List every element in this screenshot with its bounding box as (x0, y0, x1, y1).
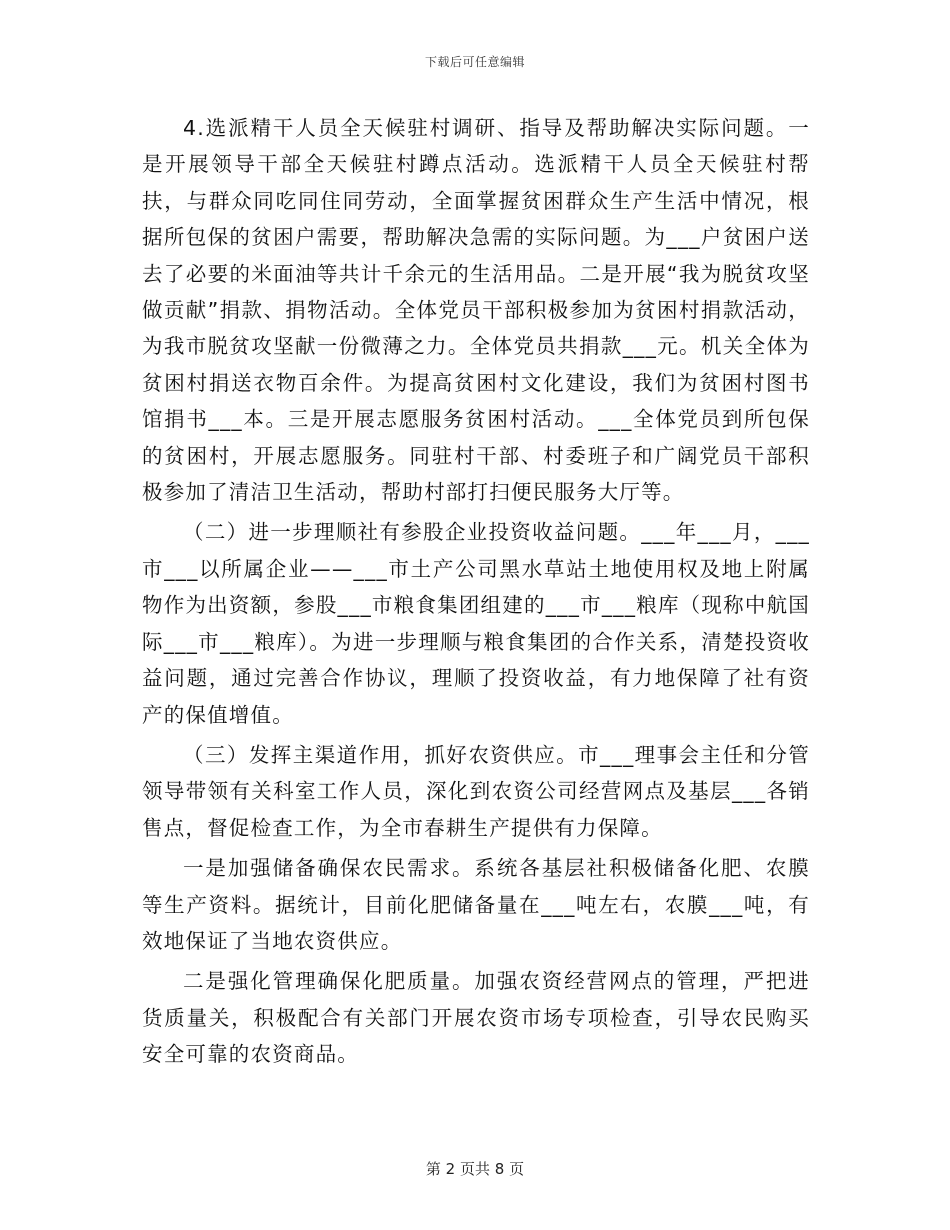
paragraph-2: （二）进一步理顺社有参股企业投资收益问题。___年___月，___市___以所属企业——___市土产公司黑水草站土地使用权及地上附属物作为出资额，参股___市粮食集团组建的___市___粮库（现称中航国际___市___粮库）。为进一步理顺与粮食集团的合作关系，清楚投资收益问题，通过完善合作协议，理顺了投资收益，有力地保障了社有资产的保值增值。 (142, 520, 810, 727)
paragraph-1: 4.选派精干人员全天候驻村调研、指导及帮助解决实际问题。一是开展领导干部全天候驻村蹲点活动。选派精干人员全天候驻村帮扶，与群众同吃同住同劳动，全面掌握贫困群众生产生活中情况，根据所包保的贫困户需要，帮助解决急需的实际问题。为___户贫困户送去了必要的米面油等共计千余元的生活用品。二是开展“我为脱贫攻坚做贡献”捐款、捐物活动。全体党员干部积极参加为贫困村捐款活动，为我市脱贫攻坚献一份微薄之力。全体党员共捐款___元。机关全体为贫困村捐送衣物百余件。为提高贫困村文化建设，我们为贫困村图书馆捐书___本。三是开展志愿服务贫困村活动。___全体党员到所包保的贫困村，开展志愿服务。同驻村干部、村委班子和广阔党员干部积极参加了清洁卫生活动，帮助村部打扫便民服务大厅等。 (142, 116, 810, 505)
paragraph-4: 一是加强储备确保农民需求。系统各基层社积极储备化肥、农膜等生产资料。据统计，目前化肥储备量在___吨左右，农膜___吨，有效地保证了当地农资供应。 (142, 856, 810, 953)
page-header-note: 下载后可任意编辑 (424, 55, 525, 69)
paragraph-3: （三）发挥主渠道作用，抓好农资供应。市___理事会主任和分管领导带领有关科室工作人员，深化到农资公司经营网点及基层___各销售点，督促检查工作，为全市春耕生产提供有力保障。 (142, 742, 810, 840)
paragraph-5: 二是强化管理确保化肥质量。加强农资经营网点的管理，严把进货质量关，积极配合有关部门开展农资市场专项检查，引导农民购买安全可靠的农资商品。 (142, 969, 810, 1067)
document-body (142, 110, 810, 1073)
page-number: 第 2 页共 8 页 (425, 1160, 525, 1178)
